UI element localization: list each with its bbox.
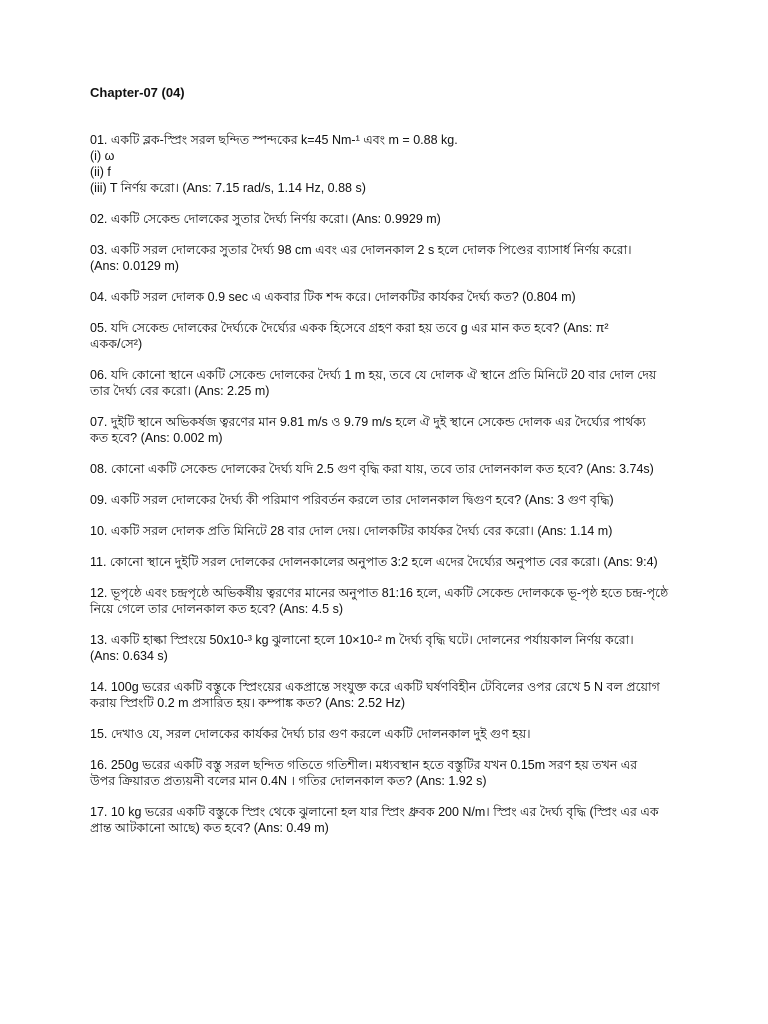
question-line: 09. একটি সরল দোলকের দৈর্ঘ্য কী পরিমাণ পরিবর্তন করলে তার দোলনকাল দ্বিগুণ হবে? (Ans: 3 গুণ বৃদ্ধি) xyxy=(90,493,614,507)
question-item xyxy=(90,726,690,742)
question-line: 13. একটি হাল্কা স্প্রিংয়ে 50x10-³ kg ঝুলানো হলে 10×10-² m দৈর্ঘ্য বৃদ্ধি ঘটে। দোলনের পর্যায়কাল নির্ণয় করো। xyxy=(90,633,634,647)
question-line: 02. একটি সেকেন্ড দোলকের সুতার দৈর্ঘ্য নির্ণয় করো। (Ans: 0.9929 m) xyxy=(90,212,441,226)
question-item xyxy=(90,132,690,196)
question-item xyxy=(90,757,690,789)
question-item xyxy=(90,679,690,711)
question-line: 05. যদি সেকেন্ড দোলকের দৈর্ঘ্যকে দৈর্ঘ্যের একক হিসেবে গ্রহণ করা হয় তবে g এর মান কত হবে? (Ans: π² xyxy=(90,321,609,335)
question-line: 17. 10 kg ভরের একটি বস্তুকে স্প্রিং থেকে ঝুলানো হল যার স্প্রিং ধ্রুবক 200 N/m। স্প্রিং এর দৈর্ঘ্য বৃদ্ধি (স্প্রিং এর এক xyxy=(90,805,659,819)
question-line: 01. একটি ব্লক-স্প্রিং সরল ছন্দিত স্পন্দকের k=45 Nm-¹ এবং m = 0.88 kg. xyxy=(90,133,458,147)
question-item xyxy=(90,320,690,352)
question-line: 08. কোনো একটি সেকেন্ড দোলকের দৈর্ঘ্য যদি 2.5 গুণ বৃদ্ধি করা যায়, তবে তার দোলনকাল কত হবে? (Ans: 3.74s) xyxy=(90,462,654,476)
question-line: 06. যদি কোনো স্থানে একটি সেকেন্ড দোলকের দৈর্ঘ্য 1 m হয়, তবে যে দোলক ঐ স্থানে প্রতি মিনিটে 20 বার দোল দেয় xyxy=(90,368,657,382)
question-item xyxy=(90,242,690,274)
question-list xyxy=(90,132,690,836)
question-line: প্রান্ত আটকানো আছে) কত হবে? (Ans: 0.49 m) xyxy=(90,821,329,835)
question-item xyxy=(90,367,690,399)
question-item xyxy=(90,804,690,836)
chapter-title: Chapter-07 (04) xyxy=(90,85,185,100)
document-page xyxy=(90,84,690,851)
question-item xyxy=(90,414,690,446)
question-line: 03. একটি সরল দোলকের সুতার দৈর্ঘ্য 98 cm এবং এর দোলনকাল 2 s হলে দোলক পিণ্ডের ব্যাসার্ধ নির্ণয় করো। xyxy=(90,243,632,257)
question-line: (ii) f xyxy=(90,165,111,179)
question-line: একক/সে²) xyxy=(90,337,143,351)
question-item xyxy=(90,289,690,305)
question-item xyxy=(90,461,690,477)
question-line: উপর ক্রিয়ারত প্রত্যয়নী বলের মান 0.4N । গতির দোলনকাল কত? (Ans: 1.92 s) xyxy=(90,774,487,788)
question-line: 04. একটি সরল দোলক 0.9 sec এ একবার টিক শব্দ করে। দোলকটির কার্যকর দৈর্ঘ্য কত? (0.804 m) xyxy=(90,290,576,304)
question-line: 15. দেখাও যে, সরল দোলকের কার্যকর দৈর্ঘ্য চার গুণ করলে একটি দোলনকাল দুই গুণ হয়। xyxy=(90,727,531,741)
question-line: 16. 250g ভরের একটি বস্তু সরল ছন্দিত গতিতে গতিশীল। মধ্যবস্থান হতে বস্তুটির যখন 0.15m সরণ হয় তখন এর xyxy=(90,758,638,772)
question-line: (iii) T নির্ণয় করো। (Ans: 7.15 rad/s, 1.14 Hz, 0.88 s) xyxy=(90,181,366,195)
question-line: (Ans: 0.634 s) xyxy=(90,649,168,663)
question-line: 14. 100g ভরের একটি বস্তুকে স্প্রিংয়ের একপ্রান্তে সংযুক্ত করে একটি ঘর্ষণবিহীন টেবিলের ওপর রেখে 5 N বল প্রয়োগ xyxy=(90,680,660,694)
question-line: নিয়ে গেলে তার দোলনকাল কত হবে? (Ans: 4.5 s) xyxy=(90,602,343,616)
question-item xyxy=(90,523,690,539)
question-line: তার দৈর্ঘ্য বের করো। (Ans: 2.25 m) xyxy=(90,384,270,398)
question-line: (i) ω xyxy=(90,149,115,163)
question-line: 11. কোনো স্থানে দুইটি সরল দোলকের দোলনকালের অনুপাত 3:2 হলে এদের দৈর্ঘ্যের অনুপাত বের করো। (Ans: 9:4) xyxy=(90,555,658,569)
question-line: 07. দুইটি স্থানে অভিকর্ষজ ত্বরণের মান 9.81 m/s ও 9.79 m/s হলে ঐ দুই স্থানে সেকেন্ড দোলক এর দৈর্ঘ্যের পার্থক্য xyxy=(90,415,646,429)
question-item xyxy=(90,554,690,570)
question-line: (Ans: 0.0129 m) xyxy=(90,259,179,273)
question-line: কত হবে? (Ans: 0.002 m) xyxy=(90,431,223,445)
question-item xyxy=(90,492,690,508)
question-line: করায় স্প্রিংটি 0.2 m প্রসারিত হয়। কম্পাঙ্ক কত? (Ans: 2.52 Hz) xyxy=(90,696,405,710)
question-item xyxy=(90,211,690,227)
question-line: 12. ভূপৃষ্ঠে এবং চন্দ্রপৃষ্ঠে অভিকর্ষীয় ত্বরণের মানের অনুপাত 81:16 হলে, একটি সেকেন্ড দোলককে ভূ-পৃষ্ঠ হতে চন্দ্র-পৃষ্ঠে xyxy=(90,586,669,600)
question-item xyxy=(90,632,690,664)
question-item xyxy=(90,585,690,617)
question-line: 10. একটি সরল দোলক প্রতি মিনিটে 28 বার দোল দেয়। দোলকটির কার্যকর দৈর্ঘ্য বের করো। (Ans: 1.14 m) xyxy=(90,524,613,538)
